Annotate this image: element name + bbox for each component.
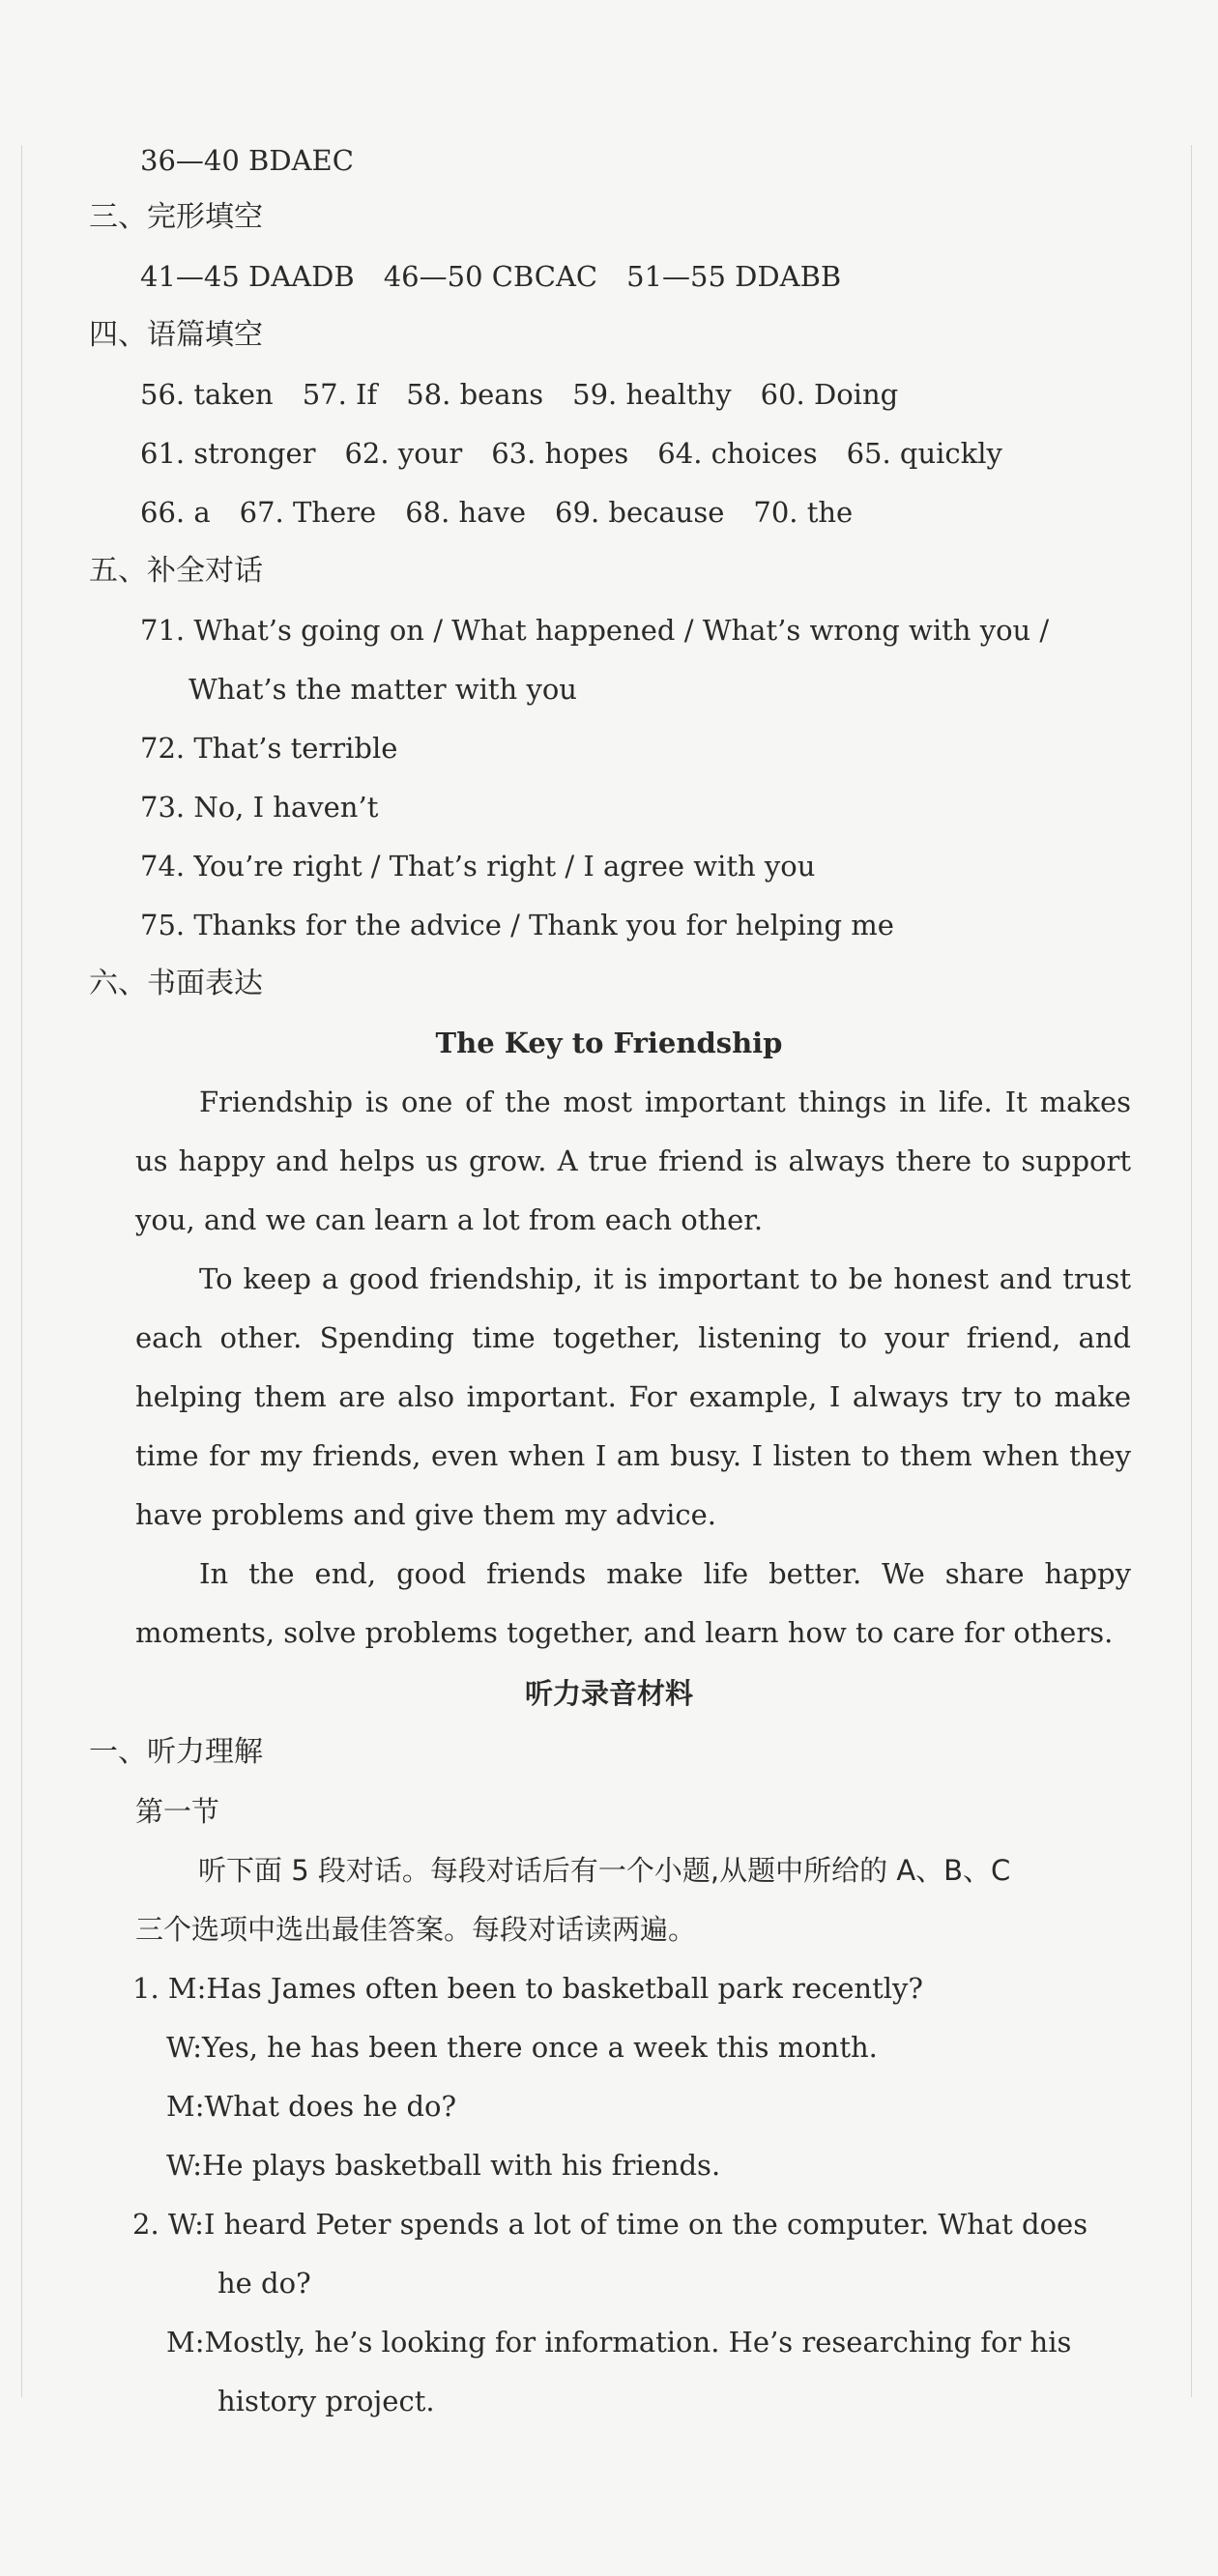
essay-paragraph-2: To keep a good friendship, it is important to be honest and trust each other. Spending time together, listening to your friend, and helping them are also important. For example, I always try to make time for my friends, even when I am busy. I listen to them when they have problems and give them my advice. — [135, 1262, 1131, 1531]
answer-61: 61. stronger — [140, 437, 316, 470]
answer-75: 75. Thanks for the advice / Thank you for helping me — [140, 909, 894, 941]
answer-56: 56. taken — [140, 378, 274, 411]
answer-67: 67. There — [239, 496, 377, 529]
fill-row-2 — [140, 434, 1002, 473]
answer-71: 71. What’s going on / What happened / What’s wrong with you / — [140, 614, 1050, 647]
listening-part: 第一节 — [135, 1795, 220, 1828]
fill-row-3 — [140, 493, 853, 532]
dialogue-1-line-3: M:What does he do? — [166, 2090, 457, 2123]
essay-paragraph-1: Friendship is one of the most important things in life. It makes us happy and helps us grow. A true friend is always there to support you, and we can learn a lot from each other. — [135, 1085, 1131, 1236]
answer-63: 63. hopes — [491, 437, 629, 470]
essay-title: The Key to Friendship — [435, 1027, 783, 1059]
dialogue-1-line-2: W:Yes, he has been there once a week this month. — [166, 2031, 878, 2064]
fill-row-1 — [140, 375, 898, 414]
answer-72: 72. That’s terrible — [140, 732, 398, 765]
answer-41-45: 41—45 DAADB — [140, 260, 355, 293]
right-margin-line — [1191, 145, 1192, 2397]
dialogue-1-line-1: 1. M:Has James often been to basketball park recently? — [132, 1972, 923, 2005]
essay-paragraph-3: In the end, good friends make life better. We share happy moments, solve problems together, and learn how to care for others. — [135, 1557, 1131, 1649]
dialogue-1-line-4: W:He plays basketball with his friends. — [166, 2149, 721, 2182]
cloze-answers — [140, 257, 841, 296]
answer-66: 66. a — [140, 496, 211, 529]
answer-62: 62. your — [344, 437, 463, 470]
answer-59: 59. healthy — [572, 378, 732, 411]
section-3-heading: 三、完形填空 — [89, 200, 263, 234]
dialogue-2-line-2: he do? — [218, 2267, 311, 2300]
listening-title: 听力录音材料 — [524, 1677, 693, 1710]
answer-46-50: 46—50 CBCAC — [383, 260, 598, 293]
answer-74: 74. You’re right / That’s right / I agree with you — [140, 850, 816, 883]
section-6-heading: 六、书面表达 — [89, 967, 263, 1000]
answer-65: 65. quickly — [846, 437, 1002, 470]
dialogue-2-line-4: history project. — [218, 2385, 435, 2417]
answer-64: 64. choices — [657, 437, 818, 470]
answer-57: 57. If — [302, 378, 378, 411]
essay-body — [135, 1073, 1131, 1663]
answer-70: 70. the — [753, 496, 854, 529]
listening-instructions-2: 三个选项中选出最佳答案。每段对话读两遍。 — [135, 1913, 697, 1946]
answer-68: 68. have — [405, 496, 527, 529]
answer-71-cont: What’s the matter with you — [188, 673, 577, 706]
listening-instructions-1: 听下面 5 段对话。每段对话后有一个小题,从题中所给的 A、B、C — [198, 1854, 1011, 1887]
listening-heading: 一、听力理解 — [89, 1735, 263, 1769]
answer-60: 60. Doing — [760, 378, 899, 411]
section-5-heading: 五、补全对话 — [89, 554, 263, 588]
answer-51-55: 51—55 DDABB — [626, 260, 842, 293]
answer-36-40: 36—40 BDAEC — [140, 144, 354, 177]
left-margin-line — [21, 145, 22, 2397]
answer-73: 73. No, I haven’t — [140, 791, 379, 824]
dialogue-2-line-1: 2. W:I heard Peter spends a lot of time on the computer. What does — [132, 2208, 1088, 2241]
answer-69: 69. because — [555, 496, 725, 529]
section-4-heading: 四、语篇填空 — [89, 318, 263, 352]
answer-58: 58. beans — [406, 378, 544, 411]
dialogue-2-line-3: M:Mostly, he’s looking for information. He’s researching for his — [166, 2326, 1072, 2359]
